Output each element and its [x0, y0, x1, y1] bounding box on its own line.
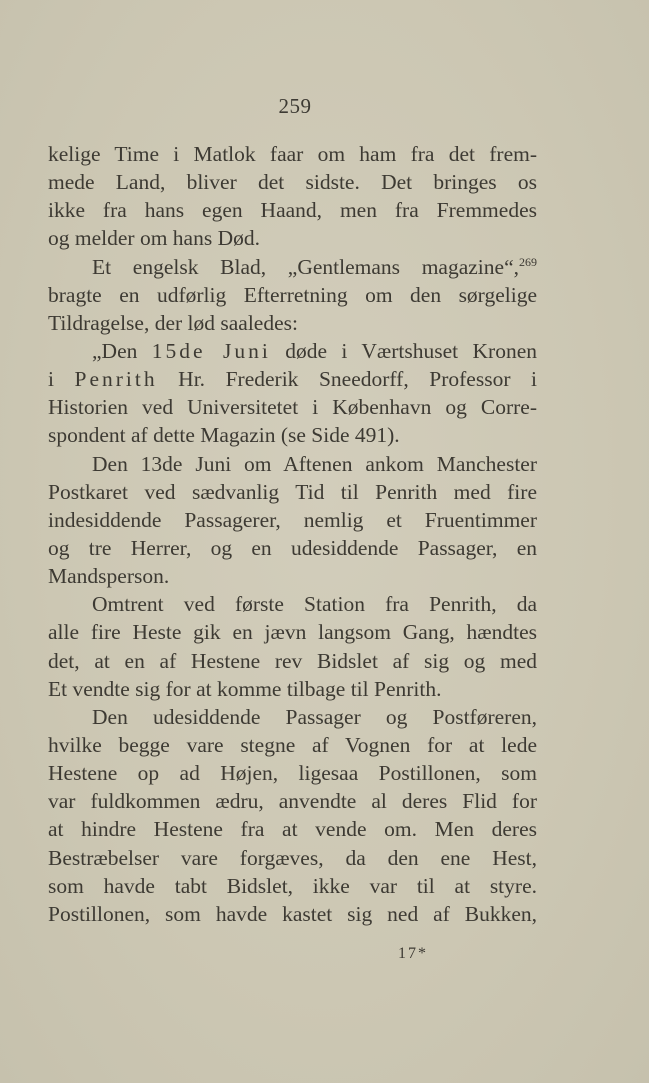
text-line-11: spondent af dette Magazin (se Side 491).	[48, 423, 400, 448]
text-line-17: Omtrent ved første Station fra Penrith, da	[92, 592, 537, 617]
text-line-14: indesiddende Passagerer, nemlig et Fruentimmer	[48, 507, 537, 532]
text-line-9: i Penrith Hr. Frederik Sneedorff, Professor i	[48, 367, 537, 392]
text-line-26: Bestræbelser vare forgæves, da den ene Hest,	[48, 845, 537, 870]
text-line-12: Den 13de Juni om Aftenen ankom Manchester	[92, 451, 537, 476]
text-line-20: Et vendte sig for at komme tilbage til Penrith.	[48, 676, 442, 701]
text-line-1: kelige Time i Matlok faar om ham fra det frem-	[48, 142, 537, 166]
signature-mark: 17*	[398, 945, 428, 962]
text-line-25: at hindre Hestene fra at vende om. Men deres	[48, 817, 537, 842]
text-line-5: Et engelsk Blad, „Gentlemans magazine“,$^{269}$	[92, 254, 537, 279]
text-line-28: Postillonen, som havde kastet sig ned af Bukken,	[48, 901, 537, 926]
text-line-13: Postkaret ved sædvanlig Tid til Penrith med fire	[48, 479, 537, 504]
text-line-24: var fuldkommen ædru, anvendte al deres Flid for	[48, 789, 537, 814]
text-line-10: Historien ved Universitetet i København og Corre-	[48, 395, 537, 420]
text-line-7: Tildragelse, der lød saaledes:	[48, 310, 298, 335]
text-line-8: „Den 15de Juni døde i Værtshuset Kronen	[92, 338, 537, 363]
body-text	[48, 140, 537, 928]
text-line-18: alle fire Heste gik en jævn langsom Gang, hændtes	[48, 620, 537, 645]
text-line-3: ikke fra hans egen Haand, men fra Fremmedes	[48, 198, 537, 223]
text-line-16: Mandsperson.	[48, 564, 170, 589]
text-line-22: hvilke begge vare stegne af Vognen for at lede	[48, 732, 537, 757]
text-line-2: mede Land, bliver det sidste. Det bringes os	[48, 170, 537, 195]
text-line-15: og tre Herrer, og en udesiddende Passager, en	[48, 535, 537, 560]
text-line-23: Hestene op ad Højen, ligesaa Postillonen, som	[48, 761, 537, 786]
text-line-19: det, at en af Hestene rev Bidslet af sig og med	[48, 648, 537, 673]
page-number: 259	[278, 94, 312, 118]
text-line-4: og melder om hans Død.	[48, 226, 260, 251]
footnote-ref: 269	[519, 254, 537, 269]
text-line-27: som havde tabt Bidslet, ikke var til at styre.	[48, 873, 537, 898]
text-line-21: Den udesiddende Passager og Postføreren,	[92, 704, 537, 729]
text-line-6: bragte en udførlig Efterretning om den sørgelige	[48, 282, 537, 307]
